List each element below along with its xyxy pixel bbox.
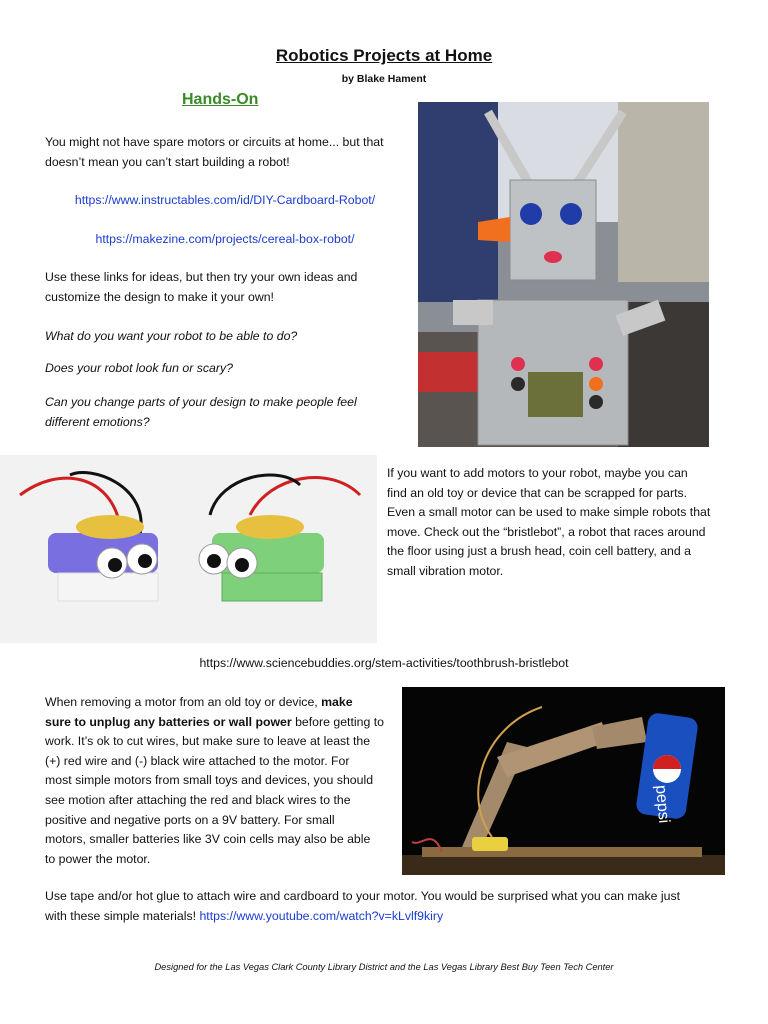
question-3-line: different emotions? (45, 414, 150, 429)
ideas-line: Use these links for ideas, but then try your own ideas and (45, 270, 358, 284)
materials-paragraph (45, 887, 745, 926)
intro-paragraph (45, 133, 405, 172)
link-instructables-row (45, 191, 405, 211)
motor-warning-bold-1: make (321, 695, 353, 709)
motor-line: motors, smaller batteries like 3V coin cells may also be able (45, 832, 371, 847)
link-instructables[interactable]: https://www.instructables.com/id/DIY-Cardboard-Robot/ (74, 193, 376, 207)
question-3 (45, 393, 405, 432)
bristlebot-illustration (0, 455, 377, 643)
motor-line-2 (45, 713, 395, 733)
bristlebot-line: find an old toy or device that can be scrapped for parts. (387, 485, 688, 500)
motor-line: (+) red wire and (-) black wire attached to the motor. For (45, 753, 350, 768)
bristlebot-line: the floor using just a brush head, coin cell battery, and a (387, 544, 691, 559)
link-sciencebuddies[interactable]: https://www.sciencebuddies.org/stem-activities/toothbrush-bristlebot (199, 656, 569, 670)
page-footer: Designed for the Las Vegas Clark County Library District and the Las Vegas Library Best Buy Teen Tech Center (154, 962, 614, 972)
materials-line-2-text: with these simple materials! (45, 908, 200, 923)
motor-line: most simple motors from small toys and devices, you should (45, 773, 374, 788)
motor-line-1-text: When removing a motor from an old toy or device, (45, 695, 322, 709)
bristlebot-paragraph (387, 464, 747, 582)
motor-warning-bold-2: sure to unplug any batteries or wall power (45, 714, 292, 729)
document-title: Robotics Projects at Home (275, 46, 493, 65)
question-1: What do you want your robot to be able to do? (45, 329, 298, 343)
link-makezine-row (45, 230, 405, 250)
motor-safety-paragraph (45, 693, 395, 869)
link-youtube[interactable]: https://www.youtube.com/watch?v=kLvlf9kiry (199, 908, 444, 923)
bristlebot-photo (0, 455, 377, 643)
link-makezine[interactable]: https://makezine.com/projects/cereal-box-robot/ (95, 232, 355, 246)
ideas-paragraph (45, 268, 405, 307)
section-heading-hands-on: Hands-On (182, 91, 259, 108)
materials-line-2 (45, 907, 745, 927)
bristlebot-line: If you want to add motors to your robot, maybe you can (387, 466, 688, 480)
intro-line: doesn’t mean you can’t start building a robot! (45, 154, 290, 169)
motor-line: see motion after attaching the red and black wires to the (45, 792, 351, 807)
intro-line: You might not have spare motors or circuits at home... but that (45, 135, 384, 149)
robot-arm-illustration (402, 687, 725, 875)
motor-line: to power the motor. (45, 851, 151, 866)
ideas-line: customize the design to make it your own! (45, 289, 274, 304)
question-3-line: Can you change parts of your design to make people feel (45, 395, 357, 409)
bristlebot-line: move. Check out the “bristlebot”, a robot that races around (387, 524, 706, 539)
motor-line: positive and negative ports on a 9V battery. For small (45, 812, 335, 827)
author-byline: by Blake Hament (341, 73, 427, 85)
materials-line-1: Use tape and/or hot glue to attach wire and cardboard to your motor. You would be surprised what you can make just (45, 889, 681, 903)
can-brand-text: pepsi (651, 784, 673, 824)
robot-arm-photo (402, 687, 725, 875)
cardboard-robot-illustration (418, 102, 709, 447)
cardboard-robot-photo (418, 102, 709, 447)
bristlebot-line: Even a small motor can be used to make simple robots that (387, 505, 711, 520)
motor-line-2-text: before getting to (291, 714, 384, 729)
motor-line-1 (45, 693, 395, 713)
motor-line: work. It’s ok to cut wires, but make sure to leave at least the (45, 734, 371, 749)
question-2: Does your robot look fun or scary? (45, 361, 233, 375)
bristlebot-line: small vibration motor. (387, 563, 504, 578)
